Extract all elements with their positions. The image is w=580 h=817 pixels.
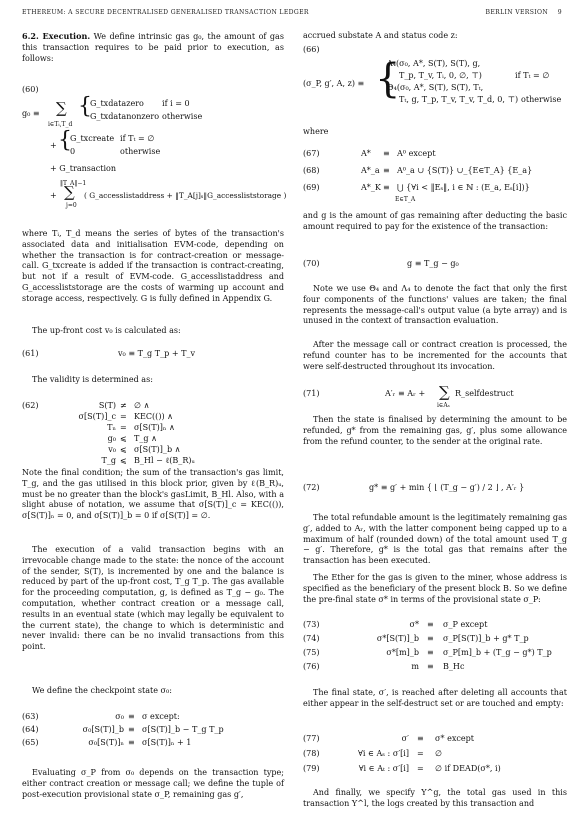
case-4-value: 0 xyxy=(70,147,76,156)
equation-op: ≡ xyxy=(427,634,434,643)
paragraph: The execution of a valid transaction begins with an irrevocable change made to the state: the nonce of the account of the sender, S(T), is incremented by one and the balance is reduced by part of the up-front cost, T_g T_p. The gas available for the proceeding computation, g, is defined as T_g − g₀. The computation, whether contract creation or a message call, results in an eventual state (which may legally be equivalent to the current state), the change to which is deterministic and never invalid: there can be no invalid transactions from this point. xyxy=(22,545,284,652)
sum-symbol: ∑ xyxy=(56,99,67,117)
equation-number: (72) xyxy=(303,483,320,492)
validity-op: ≠ xyxy=(120,401,127,410)
equation-rhs: σ[S(T)]_b − T_g T_p xyxy=(142,725,224,734)
paragraph-finalised xyxy=(303,415,567,447)
case-4-condition: otherwise xyxy=(120,147,161,156)
validity-op: = xyxy=(120,412,127,421)
validity-rhs: ∅ ∧ xyxy=(134,401,150,410)
equation-69 xyxy=(303,183,567,205)
equation-op: ≡ xyxy=(128,712,135,721)
equation-number: (78) xyxy=(303,749,320,758)
equation-op: ≡ xyxy=(128,738,135,747)
validity-op: ⩽ xyxy=(120,445,127,454)
equation-lhs: (σ_P, g′, A, z) ≡ xyxy=(303,79,365,88)
sum-symbol: ∑ xyxy=(439,383,450,401)
union-subscript: E∈T_A xyxy=(395,196,416,203)
paragraph: where Tᵢ, T_d means the series of bytes of the transaction's associated data and initialisation EVM-code, depending on whether the transaction is for contract-creation or message-call. G_txcreate is added if the transaction is contract-creating, but not if a result of EVM-code. G_accesslistaddress and G_accessliststorage are the costs of warming up account and storage access, respectively. G is fully defined in Appendix G. xyxy=(22,229,284,303)
paragraph: The total refundable amount is the legitimately remaining gas g′, added to Aᵣ, with the latter component being capped up to a maximum of half (rounded down) of the total amount used T_g − g′. Therefore, g* is the total gas that remains after the transaction has been executed. xyxy=(303,513,567,566)
sum2-lower-bound: j=0 xyxy=(66,202,77,209)
equation-op: ≡ xyxy=(427,648,434,657)
equation-lhs: σ₀[S(T)]_b xyxy=(82,725,124,734)
equation-rhs: A⁰_a ∪ {S(T)} ∪_{E∈T_A} {E_a} xyxy=(397,166,533,175)
equation-number: (75) xyxy=(303,648,320,657)
validity-lhs: σ[S(T)]_c xyxy=(78,412,116,421)
validity-rhs: σ[S(T)]_b ∧ xyxy=(134,445,181,454)
equation-lhs: σ′ xyxy=(401,734,409,743)
equation-number: (67) xyxy=(303,149,320,158)
validity-op: ⩽ xyxy=(120,456,127,465)
section-intro xyxy=(22,31,284,64)
equation-number: (61) xyxy=(22,349,39,358)
header-title: ETHEREUM: A SECURE DECENTRALISED GENERALISED TRANSACTION LEDGER xyxy=(22,9,309,16)
case-1-condition: if i = 0 xyxy=(162,99,190,108)
paragraph: and g is the amount of gas remaining after deducting the basic amount required to pay for the existence of the transaction: xyxy=(303,211,567,231)
case-2-condition: otherwise xyxy=(521,95,562,104)
paragraph-total-gas xyxy=(303,788,567,810)
equation-op: ≡ xyxy=(383,183,390,192)
equation-number: (60) xyxy=(22,85,39,94)
equation-rhs: ⋃ {∀i < ‖Eₛ‖, i ∈ ℕ : (E_a, Eₛ[i])} xyxy=(397,183,530,192)
equation-number: (79) xyxy=(303,764,320,773)
section-heading: 6.2. Execution. xyxy=(22,31,91,41)
case-2-value: G_txdatanonzero xyxy=(90,112,160,121)
equation-lhs: A*_a xyxy=(361,166,380,175)
equation-number: (66) xyxy=(303,45,320,54)
equation-lhs: A*_K xyxy=(361,183,381,192)
paragraph-evaluation xyxy=(22,768,284,800)
equation-rhs: σ except: xyxy=(142,712,180,721)
equation-number: (62) xyxy=(22,401,39,410)
plus-sign: + xyxy=(50,141,57,150)
equation-lhs: σ₀[S(T)]ₙ xyxy=(88,738,124,747)
paragraph-refundable xyxy=(303,513,567,567)
paragraph: We define the checkpoint state σ₀: xyxy=(32,686,172,695)
validity-rhs: T_g ∧ xyxy=(134,434,157,443)
equation-number: (71) xyxy=(303,389,320,398)
access-list-term: ( G_accesslistaddress + ‖T_A[j]ₛ‖G_accessliststorage ) xyxy=(84,191,287,200)
equation-lhs: m xyxy=(411,662,419,671)
equation-op: ≡ xyxy=(383,149,390,158)
equation-number: (77) xyxy=(303,734,320,743)
sum-subscript: i∈Tᵢ,T_d xyxy=(48,121,73,128)
equation-rhs: A⁰ except xyxy=(397,149,436,158)
paragraph-execution xyxy=(22,545,284,653)
case-1-line-1: Λ₄(σ₀, A*, S(T), S(T), g, xyxy=(387,59,481,68)
paragraph: The validity is determined as: xyxy=(32,375,153,384)
case-2-line-1: Θ₄(σ₀, A*, S(T), S(T), Tₜ, xyxy=(387,83,484,92)
equation-op: ≡ xyxy=(427,620,434,629)
equation-body: g* ≡ g′ + min { ⌊ (T_g − g′) / 2 ⌋ , A′ᵣ } xyxy=(369,483,525,492)
equation-lhs: σ* xyxy=(409,620,419,629)
case-1-line-2: T_p, T_v, Tᵢ, 0, ∅, ⊤) xyxy=(399,71,482,80)
equation-number: (68) xyxy=(303,166,320,175)
validity-lhs: T_g xyxy=(101,456,116,465)
paragraph: accrued substate A and status code z: xyxy=(303,31,458,40)
equation-number: (63) xyxy=(22,712,39,721)
paragraph: We define intrinsic gas g₀, the amount of gas this transaction requires to be paid prior to execution, as follows: xyxy=(22,32,284,63)
validity-rhs: B_Hl − ℓ(B_R)ᵤ xyxy=(134,456,195,465)
validity-op: ⩽ xyxy=(120,434,127,443)
header-version: BERLIN VERSION xyxy=(485,9,548,16)
equation-number: (69) xyxy=(303,183,320,192)
equation-60: (60) g₀ ≡ ∑ i∈Tᵢ,T_d { G_txdatazero if i = 0 G_txdatanonzero otherwise + { G_txcreate if Tₜ = ∅ 0 otherwise + G_transaction ‖T_A‖−1 + ∑ j=0 ( G_accesslistaddress + ‖T_A[j]ₛ‖G_accessliststorage ) xyxy=(22,83,284,223)
sum-subscript: i∈Aₛ xyxy=(437,402,450,409)
paragraph: Evaluating σ_P from σ₀ depends on the transaction type; either contract creation or message call; we define the tuple of post-execution provisional state σ_P, remaining gas g′, xyxy=(22,768,284,799)
paragraph-theta-lambda xyxy=(303,284,567,327)
paragraph-final-condition xyxy=(22,468,284,522)
paragraph-remaining-gas xyxy=(303,211,567,233)
paragraph: The final state, σ′, is reached after deleting all accounts that either appear in the self-destruct set or are touched and empty: xyxy=(303,688,567,708)
equation-rhs: σ_P[m]_b + (T_g − g*) T_p xyxy=(443,648,552,657)
page-number: 9 xyxy=(557,9,562,16)
validity-lhs: S(T) xyxy=(98,401,116,410)
paragraph-definitions xyxy=(22,229,284,305)
equation-number: (76) xyxy=(303,662,320,671)
case-2-condition: otherwise xyxy=(162,112,203,121)
equation-61 xyxy=(22,349,284,361)
case-2-line-2: Tₜ, g, T_p, T_v, T_v, T_d, 0, ⊤) xyxy=(399,95,519,104)
equation-op: ≡ xyxy=(383,166,390,175)
equation-number: (65) xyxy=(22,738,39,747)
equation-body: g ≡ T_g − g₀ xyxy=(407,259,459,268)
equation-rhs: ∅ xyxy=(435,749,443,758)
validity-lhs: v₀ xyxy=(108,445,116,454)
case-3-value: G_txcreate xyxy=(70,134,115,143)
equation-rhs: σ_P[S(T)]_b + g* T_p xyxy=(443,634,529,643)
equation-number: (70) xyxy=(303,259,320,268)
equation-lhs: g₀ ≡ xyxy=(22,109,40,118)
equation-lhs: A* xyxy=(361,149,371,158)
sum2-symbol: ∑ xyxy=(64,183,75,201)
validity-lhs: g₀ xyxy=(107,434,116,443)
paragraph-refund-counter xyxy=(303,340,567,372)
equation-rhs: σ* except xyxy=(435,734,475,743)
equation-rhs: ∅ if DEAD(σ*, i) xyxy=(435,764,501,773)
validity-lhs: Tₙ xyxy=(107,423,116,432)
equation-71 xyxy=(303,383,567,409)
equation-op: = xyxy=(417,764,424,773)
paragraph: And finally, we specify Υ^g, the total gas used in this transaction Υ^l, the logs created by this transaction and xyxy=(303,788,567,808)
validity-rhs: σ[S(T)]ₙ ∧ xyxy=(134,423,175,432)
paragraph: After the message call or contract creation is processed, the refund counter has to be incremented for the accounts that were self-destructed throughout its invocation. xyxy=(303,340,567,371)
paragraph: where xyxy=(303,127,329,136)
paragraph: Note the final condition; the sum of the transaction's gas limit, T_g, and the gas utilised in this block prior, given by ℓ(B_R)ᵤ, must be no greater than the block's gasLimit, B_Hl. Also, with a slight abuse of notation, we assume that σ[S(T)]_c = KEC(()), σ[S(T)]ₙ = 0, and σ[S(T)]_b = 0 if σ[S(T)] = ∅. xyxy=(22,468,284,521)
equation-lhs: σ*[S(T)]_b xyxy=(376,634,419,643)
transaction-term: + G_transaction xyxy=(50,164,117,173)
paragraph-where xyxy=(303,127,567,138)
case-1-condition: if Tₜ = ∅ xyxy=(515,71,550,80)
paragraph: The up-front cost v₀ is calculated as: xyxy=(32,326,181,335)
equation-op: = xyxy=(417,749,424,758)
paragraph-miner xyxy=(303,573,567,605)
equation-number: (74) xyxy=(303,634,320,643)
equation-number: (73) xyxy=(303,620,320,629)
equation-op: ≡ xyxy=(427,662,434,671)
validity-rhs: KEC(()) ∧ xyxy=(134,412,174,421)
paragraph-validity xyxy=(22,375,284,386)
paragraph-checkpoint xyxy=(22,686,284,697)
paragraph: Then the state is finalised by determining the amount to be refunded, g* from the remaining gas, g′, plus some allowance from the refund counter, to the sender at the original rate. xyxy=(303,415,567,446)
equation-rhs: B_Hc xyxy=(443,662,465,671)
equation-op: ≡ xyxy=(128,725,135,734)
sum2-upper-bound: ‖T_A‖−1 xyxy=(60,180,87,187)
equation-lhs: σ*[m]_b xyxy=(386,648,419,657)
case-1-value: G_txdatazero xyxy=(90,99,144,108)
equation-op: ≡ xyxy=(417,734,424,743)
equation-rhs: R_selfdestruct xyxy=(455,389,514,398)
equation-body: v₀ ≡ T_g T_p + T_v xyxy=(118,349,196,358)
paragraph-final-state xyxy=(303,688,567,710)
equation-66: (66) (σ_P, g′, A, z) ≡ { Λ₄(σ₀, A*, S(T), S(T), g, T_p, T_v, Tᵢ, 0, ∅, ⊤) if Tₜ = ∅ Θ₄(σ₀, A*, S(T), S(T), Tₜ, Tₜ, g, T_p, T_v, T_v, T_d, 0, ⊤) otherwise xyxy=(303,45,562,104)
equation-lhs: A′ᵣ ≡ Aᵣ + xyxy=(385,389,426,398)
equation-rhs: σ_P except xyxy=(443,620,488,629)
equation-rhs: σ[S(T)]ₙ + 1 xyxy=(142,738,192,747)
validity-op: = xyxy=(120,423,127,432)
paragraph-upfront xyxy=(22,326,284,337)
equation-lhs: ∀i ∈ Aₜ : σ′[i] xyxy=(358,764,409,773)
equation-number: (64) xyxy=(22,725,39,734)
equation-lhs: ∀i ∈ Aₛ : σ′[i] xyxy=(357,749,409,758)
equation-lhs: σ₀ xyxy=(115,712,124,721)
paragraph: Note we use Θ₄ and Λ₄ to denote the fact that only the first four components of the functions' values are taken; the final represents the message-call's output value (a byte array) and is unused in the context of transaction evaluation. xyxy=(303,284,567,326)
paragraph-substate xyxy=(303,31,567,42)
paragraph: The Ether for the gas is given to the miner, whose address is specified as the beneficiary of the present block B. So we define the pre-final state σ* in terms of the provisional state σ_P: xyxy=(303,573,567,604)
case-3-condition: if Tₜ = ∅ xyxy=(120,134,155,143)
